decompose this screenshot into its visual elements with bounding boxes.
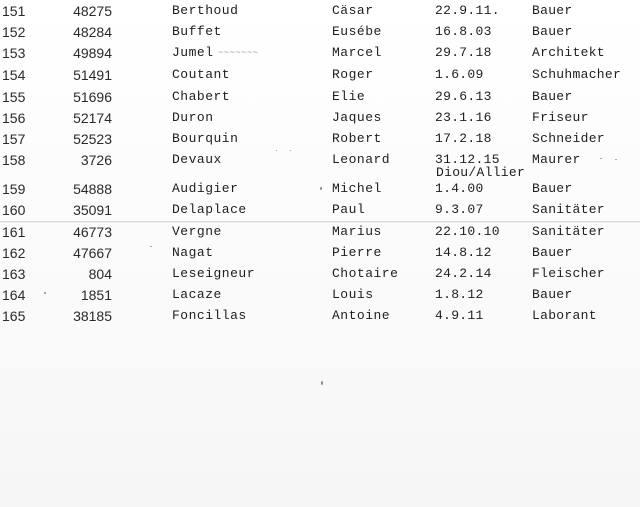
last-name: Devaux	[172, 152, 222, 167]
record-row	[0, 1, 640, 21]
last-name: Duron	[172, 110, 214, 125]
record-row	[0, 43, 640, 63]
birth-date: 1.6.09	[435, 67, 484, 82]
record-number: 151	[2, 3, 26, 19]
first-name: Pierre	[332, 245, 382, 260]
first-name: Marcel	[332, 45, 382, 60]
last-name: Vergne	[172, 224, 222, 239]
occupation: Schuhmacher	[532, 67, 622, 82]
occupation: Friseur	[532, 110, 589, 125]
birth-date: 22.9.11.	[435, 3, 500, 18]
last-name: Berthoud	[172, 3, 239, 18]
record-number: 162	[2, 245, 26, 261]
occupation: Bauer	[532, 24, 573, 39]
ink-speck	[321, 381, 323, 385]
birth-date: 16.8.03	[435, 24, 492, 39]
last-name: Jumel	[172, 45, 214, 60]
prisoner-id: 48275	[73, 3, 112, 19]
handwritten-scribble: ~~~~~~~	[218, 47, 259, 57]
first-name: Chotaire	[332, 266, 399, 281]
ink-speck	[276, 150, 277, 151]
prisoner-id: 3726	[80, 152, 112, 168]
first-name: Louis	[332, 287, 374, 302]
record-row	[0, 306, 640, 326]
record-number: 157	[2, 131, 26, 147]
ink-speck	[290, 150, 291, 151]
prisoner-id: 46773	[73, 224, 112, 240]
last-name: Leseigneur	[172, 266, 256, 281]
first-name: Elie	[332, 89, 366, 104]
prisoner-id: 52174	[73, 110, 112, 126]
first-name: Cäsar	[332, 3, 374, 18]
record-number: 159	[2, 181, 26, 197]
occupation: Bauer	[532, 89, 573, 104]
record-number: 163	[2, 266, 26, 282]
occupation: Schneider	[532, 131, 605, 146]
occupation: Sanitäter	[532, 224, 605, 239]
birth-date: 1.8.12	[435, 287, 484, 302]
last-name: Audigier	[172, 181, 239, 196]
prisoner-id: 54888	[73, 181, 112, 197]
prisoner-id: 804	[88, 266, 112, 282]
record-row	[0, 129, 640, 149]
prisoner-id: 52523	[73, 131, 112, 147]
record-row	[0, 65, 640, 85]
occupation: Architekt	[532, 45, 605, 60]
occupation: Sanitäter	[532, 202, 605, 217]
birth-date: 14.8.12	[435, 245, 492, 260]
birthplace-note: Diou/Allier	[436, 165, 526, 180]
record-number: 152	[2, 24, 26, 40]
birth-date: 9.3.07	[435, 202, 484, 217]
prisoner-id: 35091	[73, 202, 112, 218]
occupation: Bauer	[532, 245, 573, 260]
record-row	[0, 243, 640, 263]
last-name: Coutant	[172, 67, 231, 82]
birth-date: 1.4.00	[435, 181, 484, 196]
record-number: 165	[2, 308, 26, 324]
record-row	[0, 222, 640, 242]
occupation: Fleischer	[532, 266, 605, 281]
record-number: 155	[2, 89, 26, 105]
record-number: 158	[2, 152, 26, 168]
record-row	[0, 264, 640, 284]
last-name: Bourquin	[172, 131, 239, 146]
occupation: Bauer	[532, 287, 573, 302]
occupation: Bauer	[532, 3, 573, 18]
first-name: Eusébe	[332, 24, 382, 39]
prisoner-id: 1851	[80, 287, 112, 303]
first-name: Jaques	[332, 110, 382, 125]
prisoner-id: 47667	[73, 245, 112, 261]
ink-speck	[600, 158, 602, 159]
first-name: Paul	[332, 202, 366, 217]
first-name: Marius	[332, 224, 382, 239]
birth-date: 29.6.13	[435, 89, 492, 104]
record-number: 161	[2, 224, 26, 240]
record-row	[0, 200, 640, 220]
last-name: Lacaze	[172, 287, 222, 302]
record-number: 156	[2, 110, 26, 126]
birth-date: 4.9.11	[435, 308, 484, 323]
last-name: Chabert	[172, 89, 231, 104]
occupation: Maurer	[532, 152, 581, 167]
prisoner-id: 48284	[73, 24, 112, 40]
ink-speck	[150, 246, 152, 247]
birth-date: 24.2.14	[435, 266, 492, 281]
record-row	[0, 108, 640, 128]
record-number: 160	[2, 202, 26, 218]
record-number: 153	[2, 45, 26, 61]
ink-speck	[44, 292, 46, 294]
first-name: Michel	[332, 181, 382, 196]
record-row	[0, 285, 640, 305]
last-name: Buffet	[172, 24, 222, 39]
ink-speck	[615, 159, 617, 160]
record-number: 154	[2, 67, 26, 83]
prisoner-id: 38185	[73, 308, 112, 324]
record-row	[0, 150, 640, 170]
occupation: Bauer	[532, 181, 573, 196]
last-name: Delaplace	[172, 202, 247, 217]
birth-date: 31.12.15	[435, 152, 500, 167]
first-name: Roger	[332, 67, 374, 82]
prisoner-id: 49894	[73, 45, 112, 61]
first-name: Leonard	[332, 152, 391, 167]
birth-date: 22.10.10	[435, 224, 500, 239]
record-row	[0, 22, 640, 42]
first-name: Antoine	[332, 308, 391, 323]
last-name: Nagat	[172, 245, 214, 260]
first-name: Robert	[332, 131, 382, 146]
birth-date: 29.7.18	[435, 45, 492, 60]
ink-speck	[320, 187, 322, 190]
birth-date: 17.2.18	[435, 131, 492, 146]
prisoner-id: 51491	[73, 67, 112, 83]
prisoner-id: 51696	[73, 89, 112, 105]
occupation: Laborant	[532, 308, 597, 323]
record-number: 164	[2, 287, 26, 303]
birth-date: 23.1.16	[435, 110, 492, 125]
last-name: Foncillas	[172, 308, 247, 323]
record-row	[0, 87, 640, 107]
